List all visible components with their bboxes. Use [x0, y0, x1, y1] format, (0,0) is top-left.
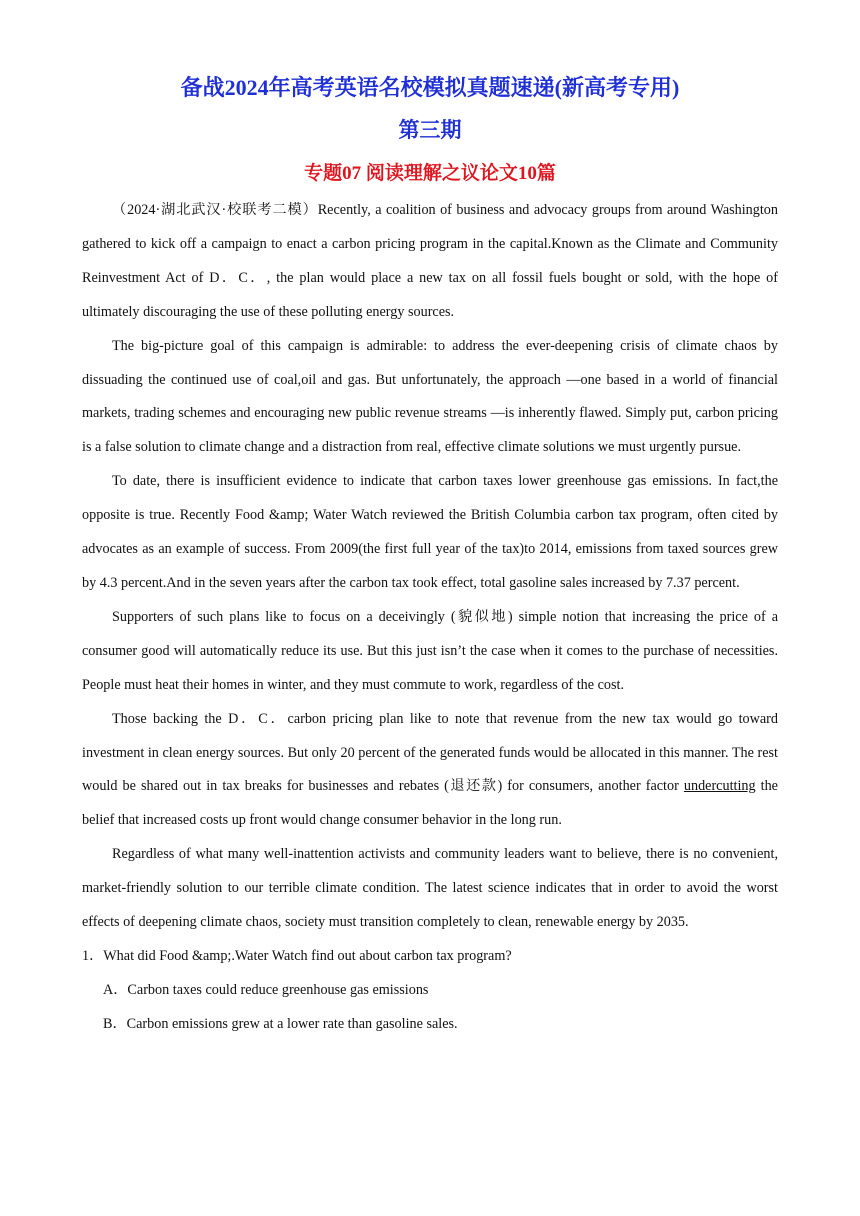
passage-paragraph-1: （2024·湖北武汉·校联考二模）Recently, a coalition of business and advocacy groups from around Washington gathered to kick off a campaign to enact a carbon pricing program in the capital.Known as the Climate and Community Reinvestment Act of D．C．, the plan would place a new tax on all fossil fuels bought or sold, with the hope of ultimately discouraging the use of these polluting energy sources.	[82, 202, 778, 320]
underlined-word: undercutting	[683, 778, 756, 795]
passage-paragraph-6: Regardless of what many well-inattention activists and community leaders want to believe, there is no convenient, market-friendly solution to our terrible climate condition. The latest science indicates that in order to avoid the worst effects of deepening climate chaos, society must transition completely to clean, renewable energy by 2035.	[82, 846, 778, 931]
reading-passage	[82, 194, 778, 940]
passage-paragraph-4: Supporters of such plans like to focus on a deceivingly (貌似地) simple notion that increasing the price of a consumer good will automatically reduce its use. But this just isn’t the case when it comes to the purchase of necessities. People must heat their homes in winter, and they must commute to work, regardless of the cost.	[82, 608, 778, 693]
question-1-option-a: A．Carbon taxes could reduce greenhouse gas emissions	[103, 981, 429, 998]
issue-label: 第三期	[398, 118, 462, 142]
passage-paragraph-2: The big-picture goal of this campaign is admirable: to address the ever-deepening crisis of climate chaos by dissuading the continued use of coal,oil and gas. But unfortunately, the approach —one based in a world of financial markets, trading schemes and encouraging new public revenue streams —is inherently flawed. Simply put, carbon pricing is a false solution to climate change and a distraction from real, effective climate solutions we must urgently pursue.	[82, 337, 778, 456]
passage-paragraph-3: To date, there is insufficient evidence to indicate that carbon taxes lower greenhouse gas emissions. In fact,the opposite is true. Recently Food &amp; Water Watch reviewed the British Columbia carbon tax program, often cited by advocates as an example of success. From 2009(the first full year of the tax)to 2014, emissions from taxed sources grew by 4.3 percent.And in the seven years after the carbon tax took effect, total gasoline sales increased by 7.37 percent.	[82, 473, 778, 591]
question-1-stem: 1．What did Food &amp;.Water Watch find out about carbon tax program?	[82, 947, 512, 964]
question-1	[82, 940, 778, 1042]
paragraph-5-text-before: Those backing the D．C．carbon pricing plan like to note that revenue from the new tax would go toward investment in clean energy sources. But only 20 percent of the generated funds would be allocated in this manner. The rest would be shared out in tax breaks for businesses and rebates (退还款) for consumers, another factor	[82, 710, 778, 795]
paragraph-5-text-after: the belief that increased costs up front would change consumer behavior in the long run.	[82, 778, 778, 829]
question-1-option-b: B．Carbon emissions grew at a lower rate than gasoline sales.	[103, 1015, 458, 1032]
topic-heading: 专题07 阅读理解之议论文10篇	[304, 163, 556, 184]
passage-paragraph-5	[82, 703, 778, 839]
document-title: 备战2024年高考英语名校模拟真题速递(新高考专用)	[180, 75, 680, 100]
